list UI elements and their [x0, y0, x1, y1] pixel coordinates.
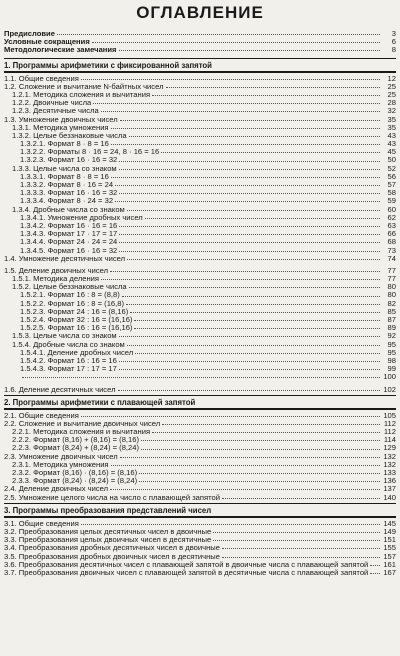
toc-entry-title: 2.2. Сложение и вычитание двоичных чисел [4, 419, 161, 428]
toc-entry [4, 520, 396, 528]
dot-leader [119, 49, 381, 51]
toc-entry-title: 1.2.3. Десятичные числа [12, 107, 99, 116]
toc-entry-page: 95 [387, 347, 396, 357]
toc-entry-page: 136 [383, 476, 396, 486]
toc-entry-page: 57 [387, 180, 396, 189]
dot-leader [134, 319, 380, 321]
toc-entry [4, 453, 396, 461]
toc-entry-title: 2.2.1. Методика сложения и вычитания [12, 428, 151, 437]
toc-entry-page: 32 [387, 106, 396, 116]
dot-leader [119, 241, 380, 243]
toc-entry-title: 1.3.1. Методика умножения [12, 123, 109, 132]
toc-entry [4, 156, 396, 164]
toc-entry [4, 477, 396, 485]
toc-entry-title: 1.3.4. Дробные числа со знаком [12, 205, 125, 214]
section-rule [4, 516, 396, 518]
dot-leader [213, 539, 380, 541]
dot-leader [370, 572, 380, 574]
dot-leader [119, 368, 380, 370]
toc-entry-page: 129 [383, 443, 396, 453]
toc-entry-title: 2.1. Общие сведения [4, 411, 79, 420]
toc-entry [4, 83, 396, 91]
toc-entry-title: 3.3. Преобразования целых двоичных чисел в десятичные [4, 536, 212, 545]
toc-entry-page: 59 [387, 196, 396, 206]
toc-entry-page: 66 [387, 229, 396, 239]
toc-entry-title: 1.2. Сложение и вычитание N-байтных чисел [4, 82, 164, 91]
toc-entry-page: 77 [387, 274, 396, 284]
toc-entry-title: 2.3. Умножение двоичных чисел [4, 452, 118, 461]
toc-entry-page: 74 [387, 253, 396, 263]
dot-leader [110, 488, 380, 490]
dot-leader [111, 464, 380, 466]
toc-entry-page: 68 [387, 237, 396, 247]
toc-entry-title: 3.2. Преобразования целых десятичных чисел в двоичные [4, 527, 212, 536]
toc-entry [4, 189, 396, 197]
toc-entry-title: 1.3.4.3. Формат 17 · 17 = 17 [20, 230, 118, 239]
dot-leader [119, 360, 380, 362]
toc-entry-title: 1.5.4.2. Формат 16 : 16 = 16 [20, 356, 117, 365]
toc-entry-title: Предисловие [4, 30, 55, 38]
dot-leader [120, 456, 380, 458]
dot-leader [115, 184, 380, 186]
dot-leader [120, 119, 380, 121]
toc-entry [4, 494, 396, 502]
toc-entry-title: 1.2.1. Методика сложения и вычитания [12, 90, 151, 99]
dot-leader [93, 102, 380, 104]
dot-leader [111, 176, 380, 178]
toc-entry-page: 25 [387, 81, 396, 91]
toc-entry [4, 91, 396, 99]
toc-entry [4, 316, 396, 324]
toc-entry [4, 75, 396, 83]
toc-entry-title: 2.4. Деление двоичных чисел [4, 485, 109, 494]
toc-entry [4, 99, 396, 107]
dot-leader [152, 94, 380, 96]
toc-entry [4, 365, 396, 373]
dot-leader [134, 327, 380, 329]
dot-leader [162, 423, 380, 425]
toc-entry-title: 1.3. Умножение двоичных чисел [4, 115, 118, 124]
dot-leader [111, 127, 380, 129]
toc-entry-page: 149 [383, 526, 396, 536]
section-rule [4, 58, 396, 60]
toc-entry [4, 148, 396, 156]
toc-entry [4, 428, 396, 436]
toc-entry-title: 1.1. Общие сведения [4, 74, 79, 83]
dot-leader [141, 439, 380, 441]
dot-leader [222, 556, 380, 558]
dot-leader [127, 258, 380, 260]
toc-entry-title: 1.3.3.1. Формат 8 · 8 = 16 [20, 172, 109, 181]
toc-entry [4, 324, 396, 332]
toc-entry-page: 155 [383, 543, 396, 553]
toc-entry [4, 247, 396, 255]
dot-leader [222, 497, 380, 499]
toc-entry-page: 12 [387, 73, 396, 83]
toc-entry [4, 116, 396, 124]
toc-entry-page: 95 [387, 339, 396, 349]
toc-entry-title: 1.5.4. Дробные числа со знаком [12, 340, 125, 349]
toc-entry [4, 469, 396, 477]
toc-entry-title: 2.3.2. Формат (8,16) · (8,16) = (8,16) [12, 469, 138, 477]
toc-entry-page: 52 [387, 163, 396, 173]
dot-leader [22, 376, 380, 378]
dot-leader [152, 431, 380, 433]
dot-leader [370, 564, 380, 566]
dot-leader [139, 472, 380, 474]
toc-entry-page: 89 [387, 323, 396, 333]
toc-entry-page: 60 [387, 204, 396, 214]
toc-entry-page: 80 [387, 290, 396, 300]
toc-entry [4, 357, 396, 365]
toc-entry-page: 151 [383, 535, 396, 545]
dot-leader [81, 415, 380, 417]
dot-leader [129, 135, 380, 137]
toc-entry-page: 45 [387, 147, 396, 157]
toc-entry-page: 3 [391, 29, 396, 38]
toc-entry [4, 214, 396, 222]
toc-entry-page: 157 [383, 551, 396, 561]
toc-entry-title: 1.5.4.1. Деление дробных чисел [20, 348, 134, 357]
dot-leader [139, 480, 380, 482]
toc-entry-title: 1.5. Деление двоичных чисел [4, 266, 109, 275]
toc-entry-title: Условные сокращения [4, 38, 90, 47]
toc-entry [4, 569, 396, 577]
toc-entry-page: 99 [387, 364, 396, 374]
toc-entry-title: 2.3.1. Методика умножения [12, 460, 109, 469]
toc-entry [4, 341, 396, 349]
toc-entry-page: 35 [387, 122, 396, 132]
toc-entry [4, 528, 396, 536]
toc-entry [4, 436, 396, 444]
toc-entry [4, 222, 396, 230]
toc-entry-title: 2.2.2. Формат (8,16) + (8,16) = (8,16) [12, 436, 140, 445]
toc-entry [4, 140, 396, 148]
dot-leader [130, 311, 380, 313]
toc-entry-title: 3.4. Преобразования дробных десятичных чисел в двоичные [4, 544, 220, 553]
toc-entry-page: 92 [387, 331, 396, 341]
toc-entry-title: 1.3.4.1. Умножение дробных чисел [20, 213, 143, 222]
dot-leader [111, 143, 380, 145]
toc-entry [4, 124, 396, 132]
dot-leader [92, 41, 380, 43]
dot-leader [141, 448, 380, 450]
toc-entry-page: 8 [391, 45, 396, 55]
toc-entry-page: 132 [383, 459, 396, 469]
toc-entry-page: 145 [383, 518, 396, 528]
toc-entry [4, 275, 396, 283]
toc-entry [4, 386, 396, 394]
toc-entry-title: Методологические замечания [4, 46, 117, 55]
toc-entry-title: 1.3.2. Целые беззнаковые числа [12, 131, 127, 140]
section-rule [4, 71, 396, 73]
toc-entry-page: 82 [387, 298, 396, 308]
toc-entry [4, 332, 396, 340]
dot-leader [101, 278, 380, 280]
dot-leader [119, 250, 380, 252]
section-rule [4, 503, 396, 505]
toc-entry-page: 87 [387, 315, 396, 324]
toc-entry [4, 206, 396, 214]
toc-entry-title: 3.6. Преобразования десятичных чисел с плавающей запятой в двоичные числа с плавающей запятой [4, 560, 369, 569]
toc-entry [4, 461, 396, 469]
toc-entry [4, 38, 396, 46]
toc-entry-title: 1.5.2.4. Формат 32 : 16 = (16,16) [20, 316, 133, 324]
toc-entry-title: 1.3.3.3. Формат 16 · 16 = 32 [20, 189, 118, 198]
toc-entry-title: 1.5.3. Целые числа со знаком [12, 332, 117, 341]
toc-entry-title: 1.5.2.2. Формат 16 : 8 = (16,8) [20, 299, 125, 308]
toc-entry-title: 1.3.3.2. Формат 8 · 16 = 24 [20, 181, 114, 189]
toc-entry-page: 73 [387, 245, 396, 255]
toc-entry-page: 43 [387, 130, 396, 140]
chapter-heading: 1. Программы арифметики с фиксированной запятой [4, 61, 212, 71]
toc-entry [4, 444, 396, 452]
toc-entry [4, 181, 396, 189]
toc-entry-page: 28 [387, 98, 396, 108]
toc-entry-page: 112 [383, 418, 396, 428]
dot-leader [213, 531, 380, 533]
toc-entry-page: 62 [387, 212, 396, 222]
dot-leader [115, 200, 380, 202]
toc-entry-page: 85 [387, 306, 396, 316]
toc-entry-title: 1.6. Деление десятичных чисел [4, 385, 116, 394]
toc-entry [4, 291, 396, 299]
dot-leader [119, 192, 380, 194]
toc-entry-title: 1.3.2.3. Формат 16 · 16 = 32 [20, 156, 118, 165]
toc-entry [4, 255, 396, 263]
toc-entry [4, 536, 396, 544]
toc-entry [4, 485, 396, 493]
toc-entry-title: 1.3.2.2. Форматы 8 · 16 = 24, 8 · 16 = 16 [20, 148, 160, 157]
toc-entry-title: 3.7. Преобразования двоичных чисел с плавающей запятой в десятичные числа с плавающей запятой [4, 568, 369, 577]
dot-leader [81, 78, 380, 80]
toc-entry [4, 107, 396, 115]
toc-entry-title: 1.5.2.3. Формат 24 : 16 = (8,16) [20, 307, 129, 316]
dot-leader [145, 217, 380, 219]
chapter-heading: 3. Программы преобразования представлений чисел [4, 506, 212, 516]
toc-entry-page: 50 [387, 155, 396, 165]
toc-entry-page: 140 [383, 492, 396, 502]
section-rule [4, 408, 396, 410]
dot-leader [119, 233, 380, 235]
toc-entry-title: 1.5.2.1. Формат 16 : 8 = (8,8) [20, 291, 120, 300]
toc-entry-title: 2.5. Умножение целого числа на число с плавающей запятой [4, 493, 220, 502]
toc-entry-title: 1.3.2.1. Формат 8 · 8 = 16 [20, 140, 109, 149]
toc-entry-page: 63 [387, 220, 396, 230]
chapter-heading: 2. Программы арифметики с плавающей запятой [4, 398, 196, 408]
toc-entry-title: 1.3.4.5. Формат 16 · 16 = 32 [20, 246, 118, 255]
toc-entry-title: 2.3.3. Формат (8,24) · (8,24) = (8,24) [12, 477, 138, 486]
toc-entry-page: 25 [387, 89, 396, 99]
dot-leader [166, 86, 381, 88]
toc-entry [4, 373, 396, 381]
toc-entry [4, 308, 396, 316]
dot-leader [127, 344, 380, 346]
toc-entry [4, 544, 396, 552]
toc-entry-page: 114 [383, 435, 396, 445]
dot-leader [135, 352, 380, 354]
toc-entry [4, 197, 396, 205]
toc-entry-page: 137 [383, 484, 396, 494]
toc-entry-page: 133 [383, 468, 396, 477]
toc-entry-title: 1.3.3. Целые числа со знаком [12, 164, 117, 173]
toc-entry [4, 412, 396, 420]
toc-entry [4, 165, 396, 173]
toc-entry [4, 349, 396, 357]
toc-entry-page: 56 [387, 171, 396, 181]
dot-leader [119, 225, 380, 227]
toc-entry [4, 46, 396, 54]
dot-leader [222, 547, 380, 549]
dot-leader [122, 295, 380, 297]
toc-entry [4, 267, 396, 275]
section-rule [4, 395, 396, 397]
dot-leader [127, 209, 380, 211]
toc-entry-page: 6 [391, 37, 396, 47]
toc-entry [4, 30, 396, 38]
toc-entry-page: 100 [383, 372, 396, 382]
toc-entry-page: 161 [383, 559, 396, 569]
toc-entry-page: 43 [387, 139, 396, 149]
toc-entry-title: 1.2.2. Двоичные числа [12, 99, 92, 108]
toc-entry-title: 1.3.4.2. Формат 16 · 16 = 16 [20, 221, 118, 230]
toc-entry [4, 283, 396, 291]
page-title: ОГЛАВЛЕНИЕ [136, 3, 264, 22]
toc-entry [4, 561, 396, 569]
toc-entry-title: 3.1. Общие сведения [4, 519, 79, 528]
dot-leader [81, 523, 380, 525]
toc-entry-title: 1.3.3.4. Формат 8 · 24 = 32 [20, 197, 114, 206]
dot-leader [119, 160, 380, 162]
toc-entry [4, 420, 396, 428]
dot-leader [101, 110, 380, 112]
toc-entry [4, 300, 396, 308]
toc-entry-page: 58 [387, 188, 396, 198]
toc-entry-title: 1.5.2.5. Формат 16 : 16 = (16,16) [20, 324, 133, 333]
toc-entry [4, 238, 396, 246]
toc-entry [4, 132, 396, 140]
dot-leader [119, 335, 380, 337]
toc-entry [4, 173, 396, 181]
toc-entry-title: 1.5.2. Целые беззнаковые числа [12, 283, 127, 292]
toc-entry-title: 1.3.4.4. Формат 24 · 24 = 24 [20, 238, 118, 247]
toc-entry-page: 105 [383, 410, 396, 420]
dot-leader [119, 168, 380, 170]
toc-entry-page: 132 [383, 451, 396, 461]
toc-entry-title: 1.5.1. Методика деления [12, 275, 100, 284]
toc-entry-title: 1.4. Умножение десятичных чисел [4, 254, 126, 263]
toc-entry-title: 1.5.4.3. Формат 17 : 17 = 17 [20, 365, 117, 374]
toc-entry-page: 98 [387, 355, 396, 365]
toc-entry-page: 77 [387, 265, 396, 275]
dot-leader [126, 303, 380, 305]
toc-entry-page: 35 [387, 114, 396, 124]
dot-leader [118, 389, 380, 391]
toc-entry-title: 2.2.3. Формат (8,24) + (8,24) = (8,24) [12, 444, 140, 453]
toc-entry [4, 553, 396, 561]
toc-entry-page: 80 [387, 282, 396, 292]
toc-entry-title: 3.5. Преобразования дробных двоичных чисел в десятичные [4, 552, 220, 561]
dot-leader [161, 151, 380, 153]
dot-leader [110, 270, 380, 272]
toc-entry-page: 102 [383, 384, 396, 394]
dot-leader [57, 33, 380, 35]
toc-entry-page: 112 [383, 427, 396, 437]
dot-leader [129, 286, 380, 288]
toc-entry [4, 230, 396, 238]
table-of-contents [0, 24, 400, 577]
toc-entry-page: 167 [383, 567, 396, 577]
